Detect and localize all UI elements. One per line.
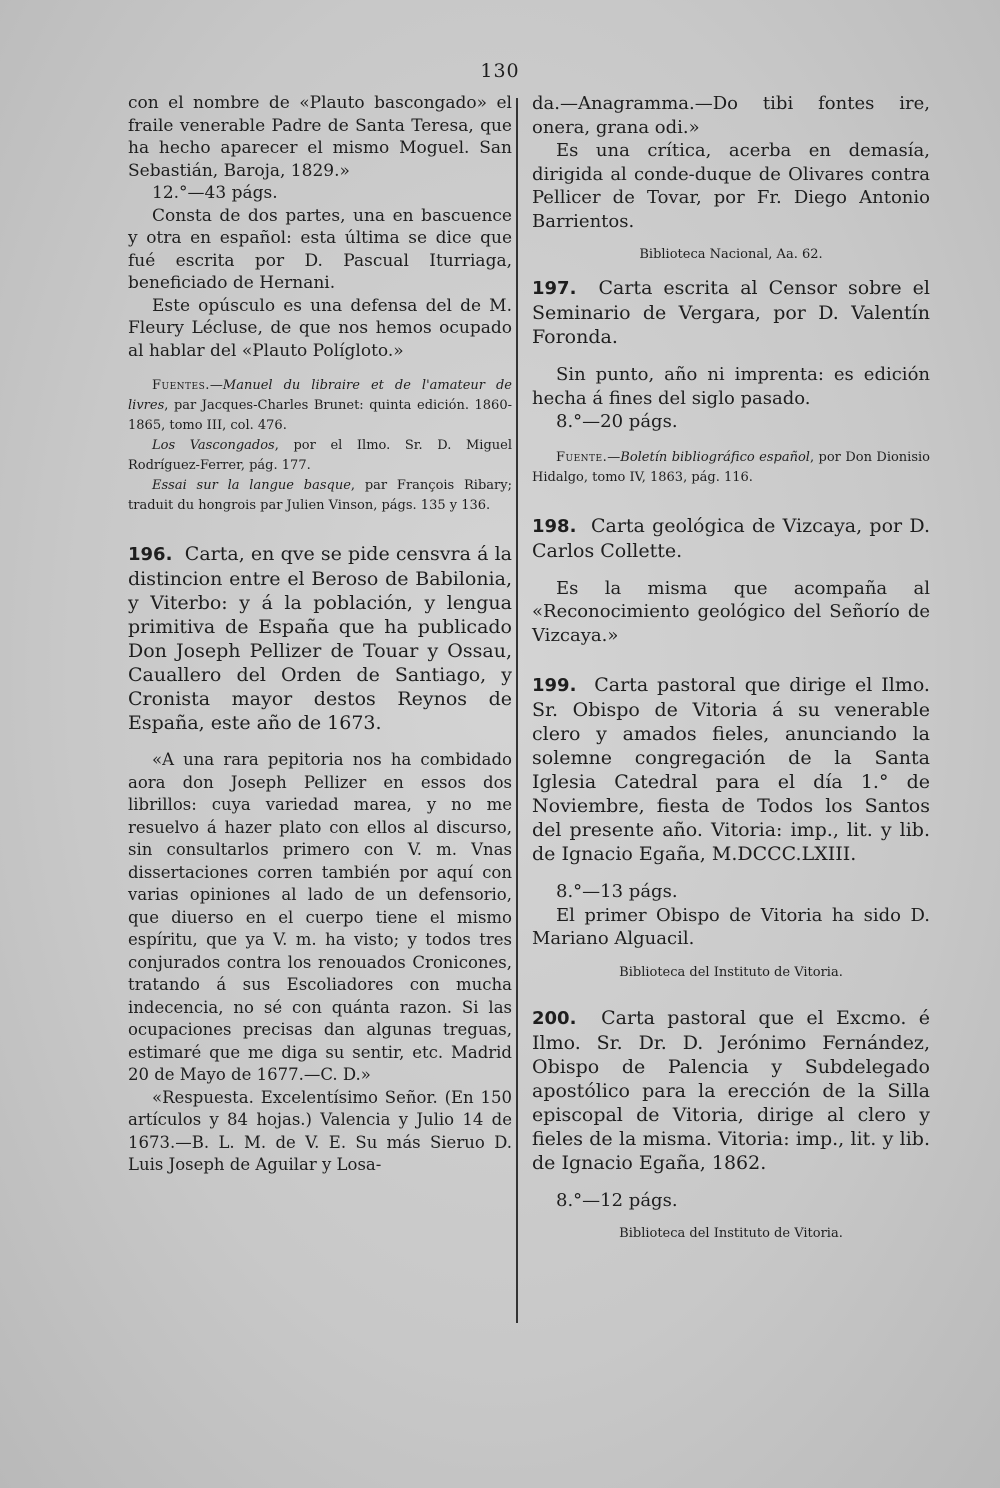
source-title: Boletín bibliográfico español: [620, 449, 810, 465]
intro-paragraph: con el nombre de «Plauto bascongado» el fraile venerable Padre de Santa Teresa, que ha hecho aparecer el mismo Moguel. San Sebastián, Baroja, 1829.»: [128, 93, 512, 181]
entry-title: Carta pastoral que dirige el Ilmo. Sr. Obispo de Vitoria á su venerable clero y amados fieles, anunciando la solemne congregación de la Santa Iglesia Catedral para el día 1.° de Noviembre, fiesta de Todos los Santos del presente año. Vitoria: imp., lit. y lib. de Ignacio Egaña, M.DCCC.LXIII.: [532, 674, 930, 865]
source-details: , par Jacques-Charles Brunet: quinta edición. 1860-1865, tomo III, col. 476.: [128, 398, 512, 433]
pages-count: 12.°—43 págs.: [152, 183, 278, 203]
description-paragraph: Sin punto, año ni imprenta: es edición hecha á fines del siglo pasado.: [532, 364, 930, 409]
entry-title: Carta pastoral que el Excmo. é Ilmo. Sr. Dr. D. Jerónimo Fernández, Obispo de Palencia y Subdelegado apostólico para la erección de la Silla episcopal de Vitoria, dirige al clero y fieles de la misma. Vitoria: imp., lit. y lib. de Ignacio Egaña, 1862.: [532, 1006, 930, 1174]
entry-title: Carta, en qve se pide censvra á la distincion entre el Beroso de Babilonia, y Viterbo: y á la población, y lengua primitiva de España que ha publicado Don Joseph Pellizer de Touar y Ossau, Cauallero del Orden de Santiago, y Cronista mayor destos Reynos de España, este año de 1673.: [128, 543, 512, 734]
source-details: , por Don Dionisio Hidalgo, tomo IV, 1863, pág. 116.: [532, 449, 930, 485]
description-paragraph: Consta de dos partes, una en bascuence y otra en español: esta última se dice que fué escrita por D. Pascual Iturriaga, beneficiado de Hernani.: [128, 205, 512, 293]
entry-number: 198.: [532, 515, 577, 537]
source-title: Essai sur la langue basque: [152, 478, 351, 493]
entry-number: 196.: [128, 544, 173, 565]
entry-197: [532, 276, 930, 349]
source-title: Manuel du libraire et de l'amateur de livres: [128, 378, 512, 413]
source-label: Fuente.: [556, 449, 608, 465]
pages-count: 8.°—13 págs.: [556, 881, 678, 902]
library-reference: Biblioteca del Instituto de Vitoria.: [619, 1226, 843, 1241]
source-details: , por el Ilmo. Sr. D. Miguel Rodríguez-Ferrer, pág. 177.: [128, 438, 512, 473]
page-number: 130: [480, 60, 520, 82]
entry-number: 200.: [532, 1007, 577, 1029]
quote-paragraph: «Respuesta. Excelentísimo Señor. (En 150 artículos y 84 hojas.) Valencia y Julio 14 de 1673.—B. L. M. de V. E. Su más Sieruo D. Luis Joseph de Aguilar y Losa-: [128, 1087, 512, 1174]
sources-note: Fuentes.—Manuel du libraire et de l'amateur de livres, par Jacques-Charles Brunet: quinta edición. 1860-1865, tomo III, col. 476.: [128, 378, 512, 433]
sources-label: Fuentes.: [152, 378, 210, 393]
quote-paragraph: «A una rara pepitoria nos ha combidado aora don Joseph Pellizer en essos dos librillos: cuya variedad marea, y no me resuelvo á hazer plato con ellos al discurso, sin consultarlos primero con V. m. Vnas dissertaciones corren también por aquí con varias opiniones al lado de un defensorio, que diuerso en el cuerpo tiene el mismo espíritu, que ya V. m. ha visto; y todos tres conjurados contra los renouados Cronicones, tratando á sus Escoliadores con mucha indecencia, no sé con quánta razon. Si las ocupaciones precisas dan algunas treguas, estimaré que me diga su sentir, etc. Madrid 20 de Mayo de 1677.—C. D.»: [128, 750, 512, 1084]
source-details: , par François Ribary; traduit du hongrois par Julien Vinson, págs. 135 y 136.: [128, 478, 512, 513]
description-paragraph: Es una crítica, acerba en demasía, dirigida al conde-duque de Olivares contra Pellicer de Tovar, por Fr. Diego Antonio Barrientos.: [532, 140, 930, 232]
left-column: [128, 92, 512, 1177]
pages-count: 8.°—12 págs.: [556, 1189, 678, 1211]
library-reference: Biblioteca Nacional, Aa. 62.: [639, 247, 823, 262]
entry-198: [532, 514, 930, 563]
continuation-text: da.—Anagramma.—Do tibi fontes ire, onera, grana odi.»: [532, 93, 930, 138]
description-paragraph: Es la misma que acompaña al «Reconocimiento geológico del Señorío de Vizcaya.»: [532, 577, 930, 646]
entry-title: Carta escrita al Censor sobre el Seminario de Vergara, por D. Valentín Foronda.: [532, 277, 930, 348]
entry-title: Carta geológica de Vizcaya, por D. Carlos Collette.: [532, 514, 930, 562]
entry-199: [532, 673, 930, 866]
library-reference: Biblioteca del Instituto de Vitoria.: [619, 964, 843, 980]
source-title: Los Vascongados: [152, 438, 275, 453]
sources-note: [128, 436, 512, 476]
description-paragraph: El primer Obispo de Vitoria ha sido D. Mariano Alguacil.: [532, 904, 930, 949]
right-column: [532, 92, 930, 1241]
source-note: Fuente.—Boletín bibliográfico español, por Don Dionisio Hidalgo, tomo IV, 1863, pág. 116.: [532, 449, 930, 485]
entry-200: [532, 1006, 930, 1175]
column-divider: [516, 98, 518, 1323]
entry-number: 199.: [532, 675, 577, 696]
description-paragraph: Este opúsculo es una defensa del de M. Fleury Lécluse, de que nos hemos ocupado al hablar del «Plauto Polígloto.»: [128, 295, 512, 361]
pages-count: 8.°—20 págs.: [556, 411, 678, 432]
entry-number: 197.: [532, 278, 577, 299]
sources-note: [128, 476, 512, 516]
entry-196: [128, 542, 512, 735]
